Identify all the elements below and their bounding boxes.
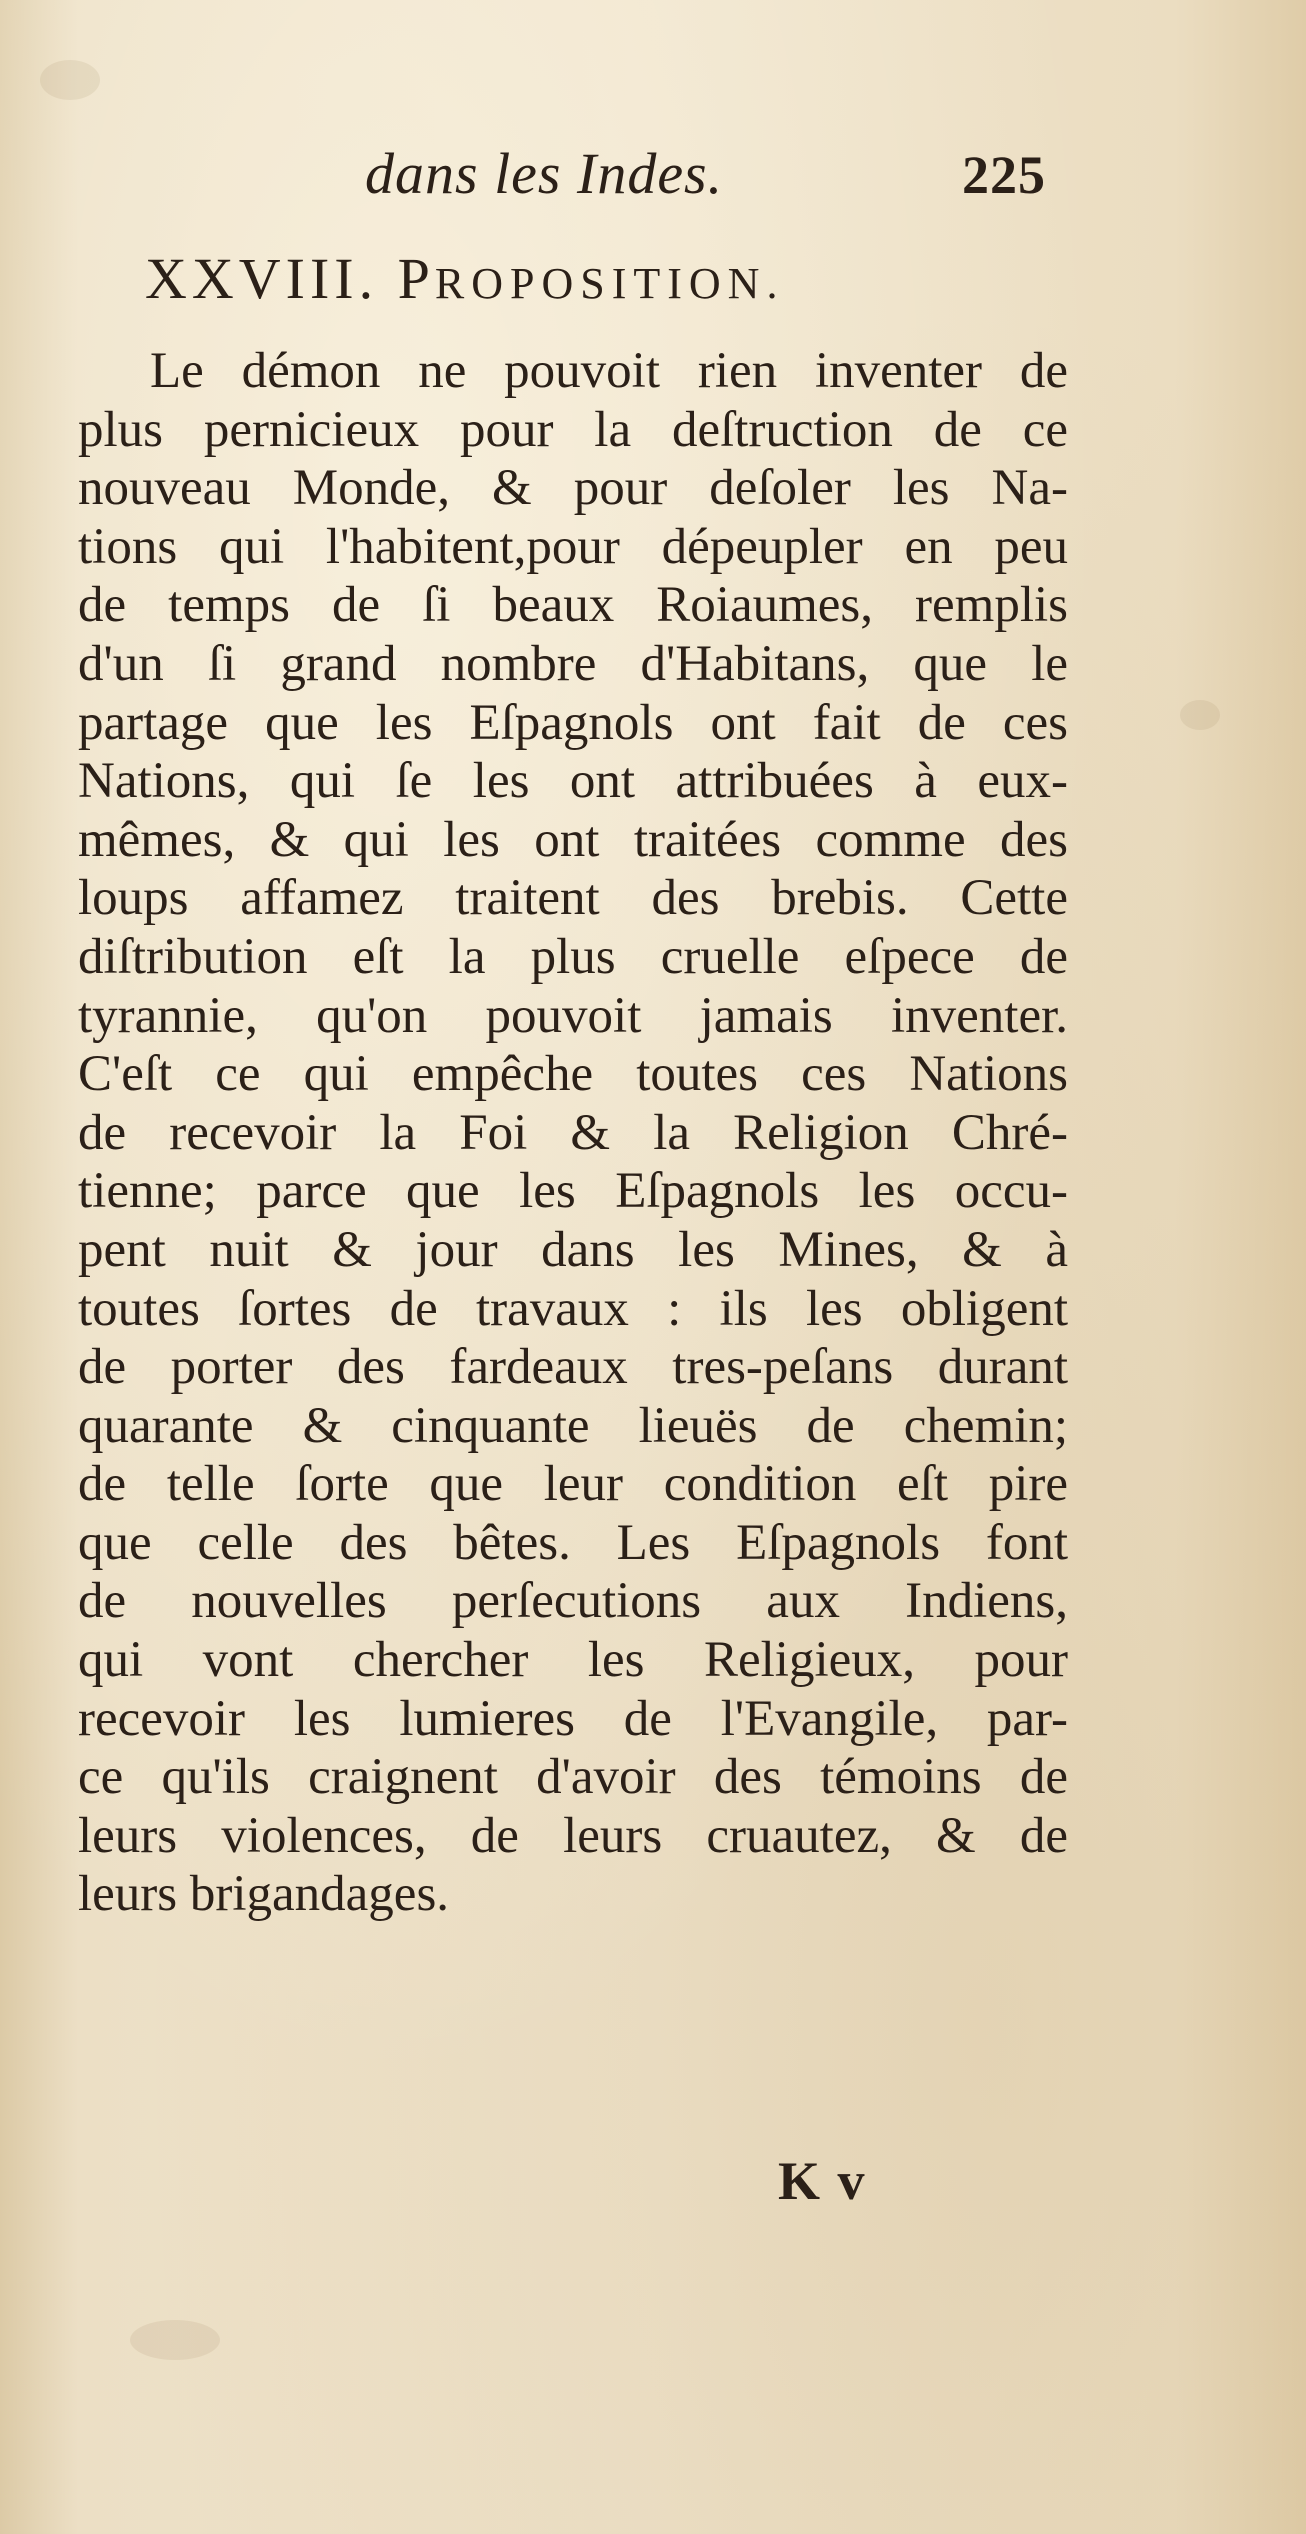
text-line: ce qu'ils craignent d'avoir des témoins de [78, 1749, 1068, 1806]
text-line: mêmes, & qui les ont traitées comme des [78, 811, 1068, 868]
paper-stain [1180, 700, 1220, 730]
text-line: recevoir les lumieres de l'Evangile, par- [78, 1690, 1068, 1747]
heading-numeral: XXVIII. [145, 246, 379, 311]
text-line: toutes ſortes de travaux : ils les obligent [78, 1280, 1068, 1337]
text-line: tions qui l'habitent,pour dépeupler en peu [78, 518, 1068, 575]
text-line: Nations, qui ſe les ont attribuées à eux- [78, 753, 1068, 810]
section-heading [145, 245, 784, 312]
text-line: tyrannie, qu'on pouvoit jamais inventer. [78, 987, 1068, 1044]
text-line: nouveau Monde, & pour deſoler les Na- [78, 460, 1068, 517]
running-head [0, 140, 1306, 220]
page-number: 225 [962, 145, 1046, 205]
text-line: quarante & cinquante lieuës de chemin; [78, 1397, 1068, 1454]
paragraph [78, 342, 1068, 1924]
text-line: de nouvelles perſecutions aux Indiens, [78, 1573, 1068, 1630]
paper-stain [40, 60, 100, 100]
heading-initial: P [397, 246, 435, 311]
text-line: loups affamez traitent des brebis. Cette [78, 870, 1068, 927]
heading-word: ROPOSITION. [434, 259, 785, 308]
text-line: de telle ſorte que leur condition eſt pire [78, 1456, 1068, 1513]
text-line: tienne; parce que les Eſpagnols les occu- [78, 1163, 1068, 1220]
text-line: d'un ſi grand nombre d'Habitans, que le [78, 635, 1068, 692]
text-line: leurs violences, de leurs cruautez, & de [78, 1807, 1068, 1864]
text-line: C'eſt ce qui empêche toutes ces Nations [78, 1046, 1068, 1103]
text-line: Le démon ne pouvoit rien inventer de [150, 343, 1068, 399]
text-line: plus pernicieux pour la deſtruction de ce [78, 401, 1068, 458]
text-line: partage que les Eſpagnols ont fait de ces [78, 694, 1068, 751]
text-line: de recevoir la Foi & la Religion Chré- [78, 1104, 1068, 1161]
running-head-title: dans les Indes. [365, 141, 724, 206]
text-line: de porter des fardeaux tres-peſans durant [78, 1339, 1068, 1396]
text-line: que celle des bêtes. Les Eſpagnols font [78, 1514, 1068, 1571]
text-line: leurs brigandages. [78, 1866, 450, 1923]
text-line: de temps de ſi beaux Roiaumes, remplis [78, 577, 1068, 634]
text-line: diſtribution eſt la plus cruelle eſpece de [78, 928, 1068, 985]
paper-stain [130, 2320, 220, 2360]
text-line: qui vont chercher les Religieux, pour [78, 1632, 1068, 1689]
text-line: pent nuit & jour dans les Mines, & à [78, 1221, 1068, 1278]
signature-mark: K v [778, 2151, 867, 2211]
